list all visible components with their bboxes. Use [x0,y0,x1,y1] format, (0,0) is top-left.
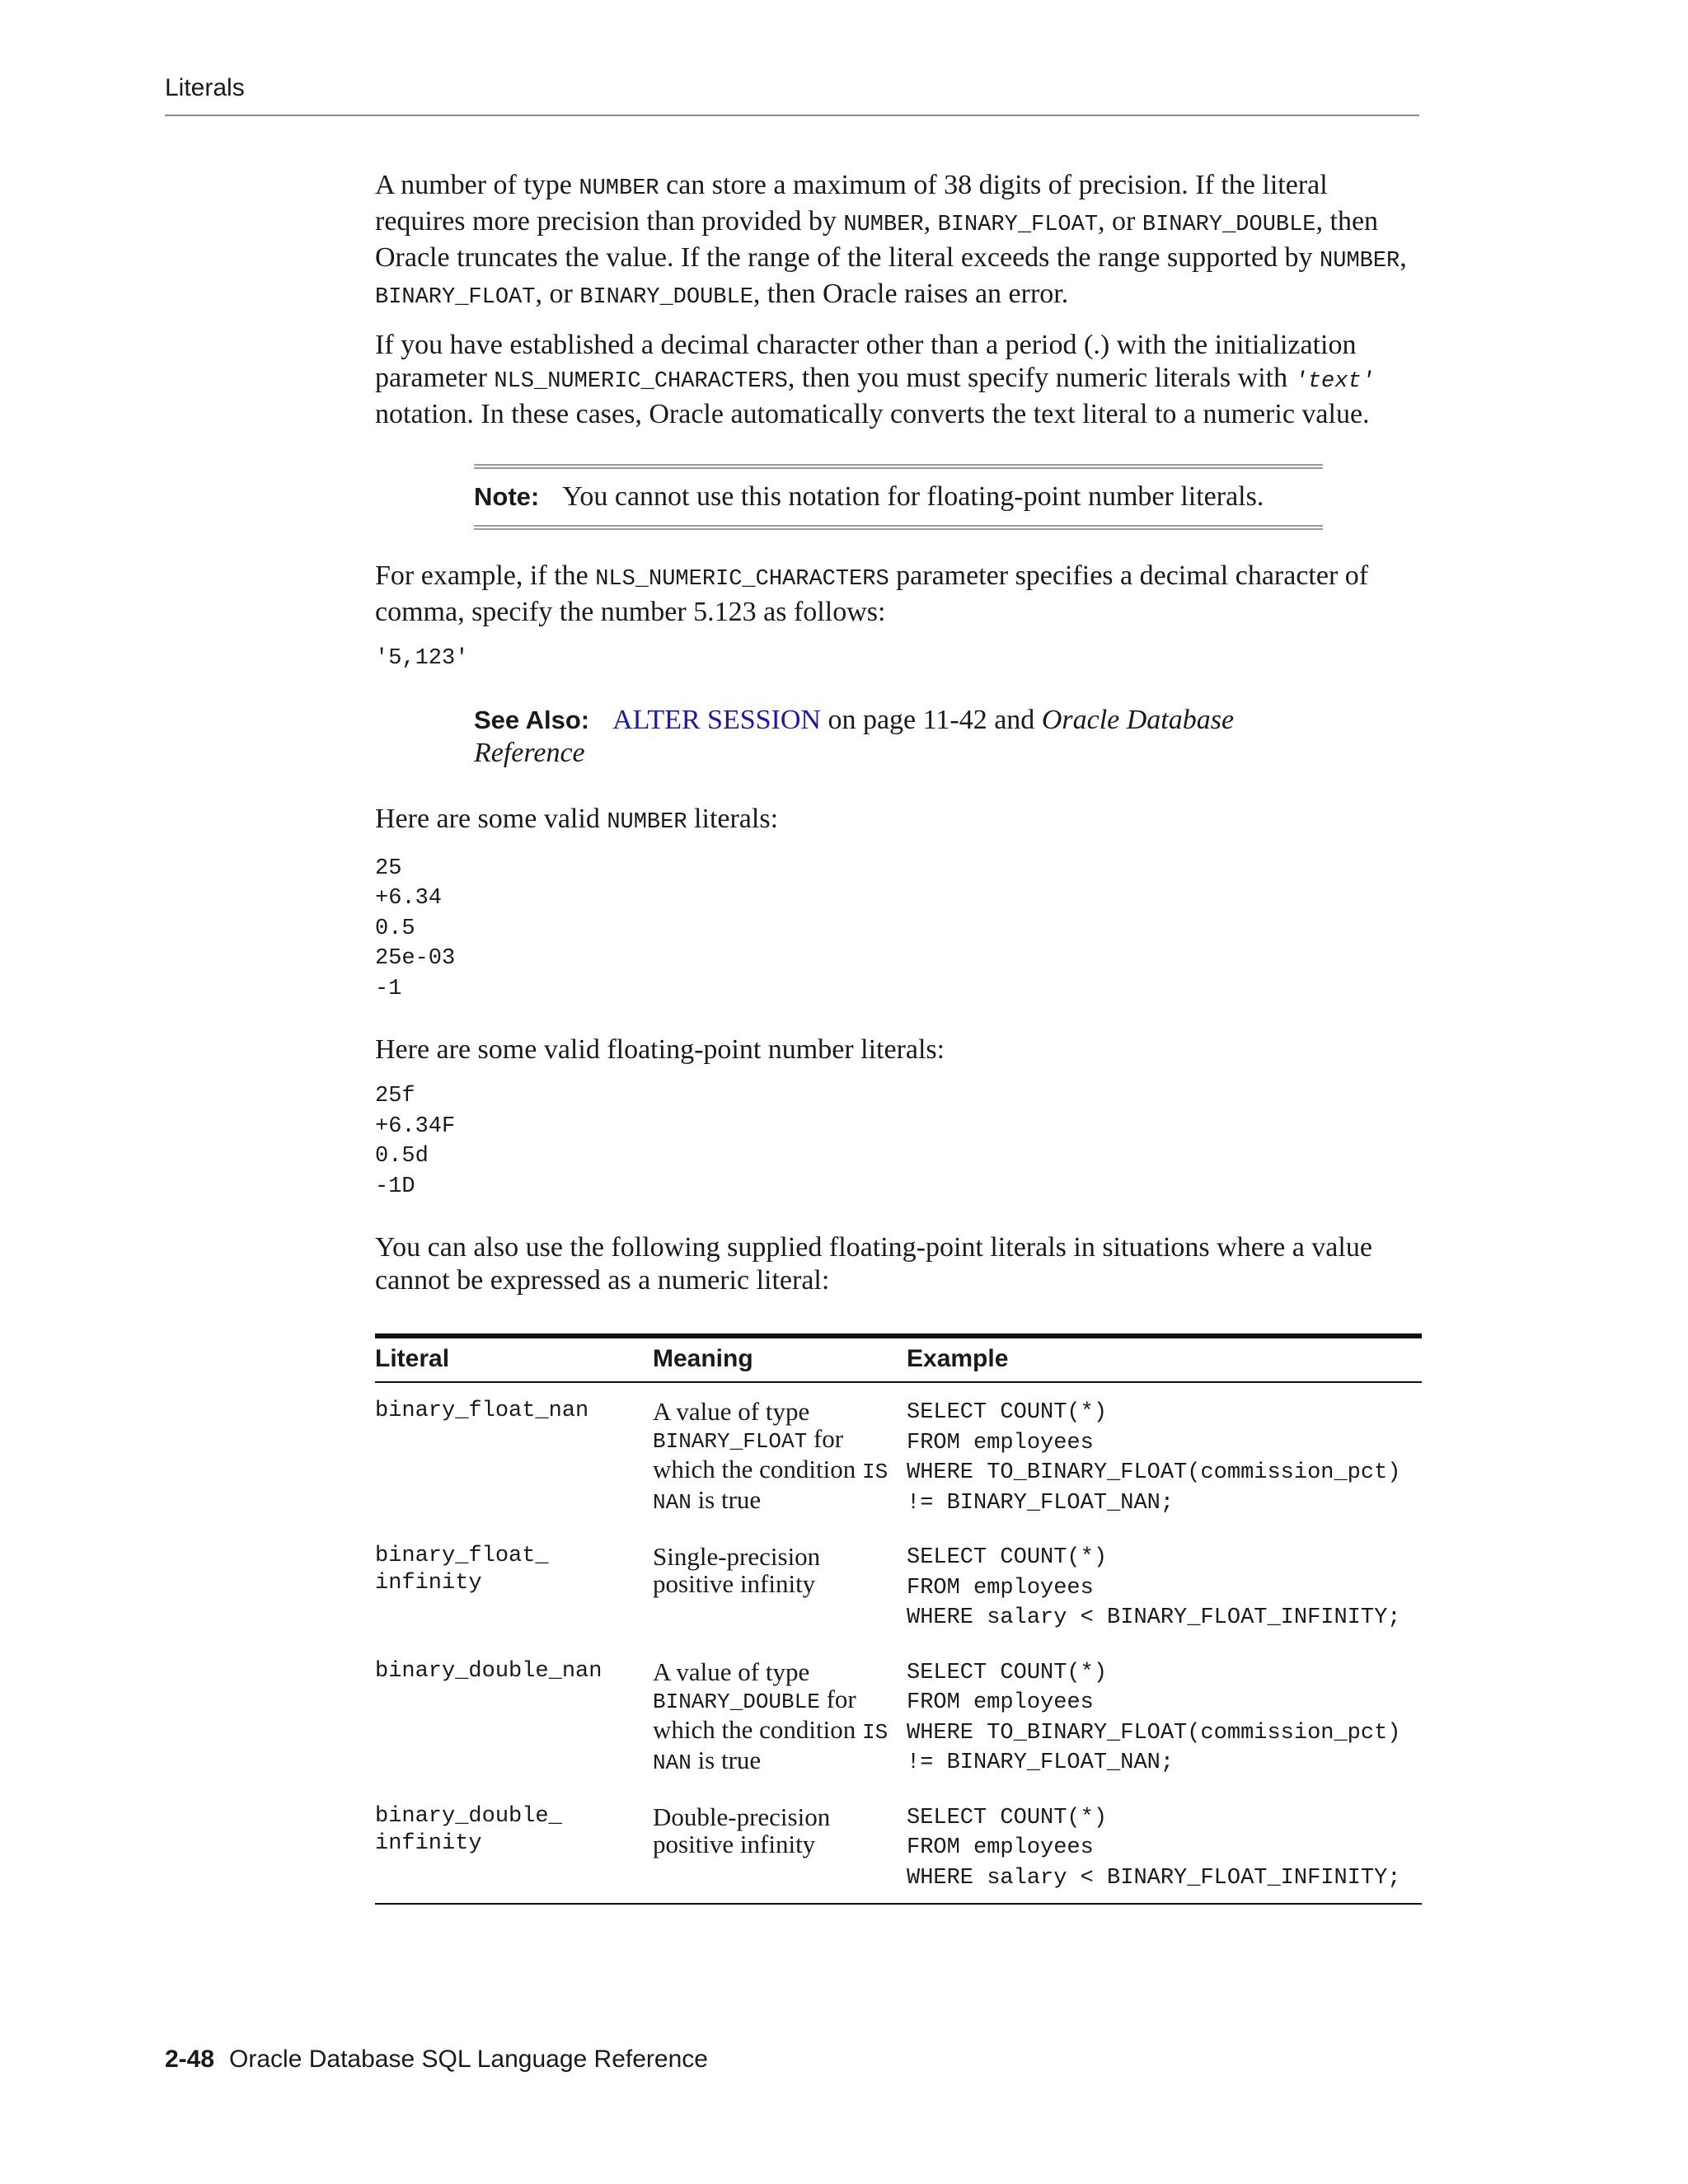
paragraph-decimal-character: If you have established a decimal character other than a period (.) with the initialization parameter NLS_NUMERIC_CHARACTERS, then you must specify numeric literals with 'text' notation. In these cases, Oracle automatically converts the text literal to a numeric value. [375,330,1375,429]
literal-cell: binary_double_nan [375,1658,603,1684]
literal-cell: binary_float_ infinity [375,1544,549,1596]
header-rule [165,115,1419,116]
table-row [375,1643,1422,1788]
code-number-literals: 25 +6.34 0.5 25e-03 -1 [375,855,456,1001]
example-cell: SELECT COUNT(*) FROM employees WHERE salary < BINARY_FLOAT_INFINITY; [907,1805,1401,1891]
example-cell: SELECT COUNT(*) FROM employees WHERE salary < BINARY_FLOAT_INFINITY; [907,1545,1401,1630]
running-head: Literals [165,74,245,101]
literal-cell: binary_double_ infinity [375,1803,562,1856]
paragraph-number-precision: A number of type NUMBER can store a maximum of 38 digits of precision. If the literal requires more precision than provided by NUMBER, BINARY_FLOAT, or BINARY_DOUBLE, then Oracle truncates the value. If the range of the literal exceeds the range supported by NUMBER, BINARY_FLOAT, or BINARY_DOUBLE, then Oracle raises an error. [375,170,1407,310]
book-title: Oracle Database SQL Language Reference [229,2046,708,2073]
note-label: Note: [474,482,540,511]
table-row [375,1382,1422,1528]
meaning-cell: A value of type BINARY_DOUBLE for which the condition IS NAN is true [653,1657,889,1775]
paragraph-number-literals-intro: Here are some valid NUMBER literals: [375,803,779,835]
see-also-box: See Also: ALTER SESSION on page 11-42 and Oracle Database Reference [474,704,1235,768]
example-cell: SELECT COUNT(*) FROM employees WHERE TO_BINARY_FLOAT(commission_pct) != BINARY_FLOAT_NAN; [907,1660,1401,1775]
page-number: 2-48 [165,2046,215,2073]
table-header-row [375,1336,1422,1382]
reference-title: Oracle Database Reference [474,704,1235,768]
paragraph-comma-example: For example, if the NLS_NUMERIC_CHARACTERS parameter specifies a decimal character of comma, specify the number 5.123 as follows: [375,560,1369,627]
paragraph-float-literals-intro: Here are some valid floating-point number literals: [375,1034,945,1065]
floating-point-literals-table [375,1333,1422,1905]
code-float-literals: 25f +6.34F 0.5d -1D [375,1084,456,1199]
page-footer [165,2046,708,2074]
table-row [375,1528,1422,1643]
note-box [474,464,1323,530]
column-header-example: Example [907,1336,1422,1382]
meaning-cell: Double-precision positive infinity [653,1802,831,1858]
column-header-literal: Literal [375,1336,653,1382]
paragraph-supplied-literals: You can also use the following supplied floating-point literals in situations where a value cannot be expressed as a numeric literal: [375,1232,1372,1296]
alter-session-link[interactable]: ALTER SESSION [612,704,821,735]
note-text: You cannot use this notation for floating-point number literals. [562,481,1264,512]
example-cell: SELECT COUNT(*) FROM employees WHERE TO_BINARY_FLOAT(commission_pct) != BINARY_FLOAT_NAN; [907,1400,1401,1516]
literal-cell: binary_float_nan [375,1399,589,1423]
page-content [375,169,1422,1905]
code-example-comma: '5,123' [375,646,469,671]
meaning-cell: A value of type BINARY_FLOAT for which the condition IS NAN is true [653,1397,889,1515]
table-row [375,1788,1422,1905]
meaning-cell: Single-precision positive infinity [653,1542,821,1598]
see-also-label: See Also: [474,705,590,734]
column-header-meaning: Meaning [653,1336,907,1382]
